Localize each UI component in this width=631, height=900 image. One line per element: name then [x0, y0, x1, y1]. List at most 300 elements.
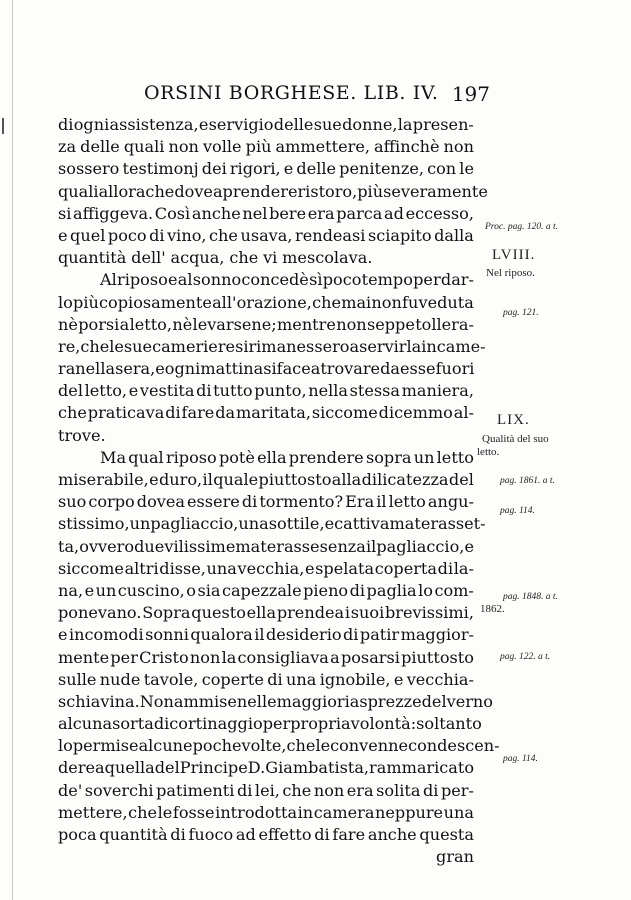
word: o: [186, 580, 196, 600]
word: e: [58, 225, 68, 245]
word: vecchia-: [406, 669, 474, 689]
word: cortinaggio: [169, 714, 263, 734]
word: effetto: [258, 825, 312, 844]
word: mettere,: [58, 802, 128, 822]
word: e: [84, 580, 95, 600]
word: Giambatista,: [265, 758, 370, 778]
word: volle: [202, 137, 242, 157]
text-line: [58, 447, 474, 469]
text-line: [58, 136, 474, 158]
word: da: [380, 359, 400, 379]
word: coperte: [201, 669, 264, 689]
word: incomodi: [68, 625, 144, 645]
word: rendeasi: [295, 225, 366, 245]
word: sulle: [58, 669, 97, 689]
word: dar-: [440, 270, 474, 290]
word: cuscino,: [117, 580, 185, 600]
text-line: [58, 247, 474, 269]
word: Così: [154, 203, 191, 223]
word: poca: [58, 825, 97, 844]
catchword: gran: [436, 847, 474, 867]
word: affinchè: [374, 137, 440, 157]
word: Ma: [100, 447, 127, 467]
word: a: [330, 647, 340, 667]
word: servigio: [208, 115, 274, 134]
word: la: [397, 115, 413, 134]
word: di: [165, 403, 181, 423]
word: delle: [296, 159, 337, 179]
word: vecchia,: [237, 558, 305, 578]
word: pieno: [303, 580, 349, 600]
section-label: Qualità del suo: [482, 433, 549, 445]
word: che: [80, 336, 110, 356]
word: del: [421, 691, 447, 711]
word: ella: [257, 447, 287, 467]
section-label: Nel riposo.: [486, 267, 535, 279]
word: ta,: [58, 536, 80, 556]
word: eccesso,: [405, 203, 474, 223]
word: nè: [58, 314, 78, 334]
text-line: [58, 203, 474, 225]
word: era: [307, 203, 335, 223]
word: vi: [263, 248, 278, 268]
word: ammise: [173, 691, 237, 711]
margin-ref: pag. 122. a t.: [500, 652, 551, 662]
word: verno: [446, 691, 493, 711]
word: sottile,: [268, 514, 325, 534]
text-line: [58, 469, 474, 491]
word: non: [443, 137, 474, 157]
word: volte,: [241, 736, 287, 756]
word: maggior-: [400, 625, 474, 645]
word: sonno: [192, 270, 242, 290]
word: e: [464, 536, 474, 556]
margin-ref: pag. 114.: [503, 754, 538, 764]
word: volontà:: [350, 714, 417, 734]
word: delle: [80, 137, 120, 157]
word: fosse: [172, 802, 215, 822]
word: maritata,: [236, 403, 311, 423]
word: pagliaccio,: [150, 514, 239, 534]
text-line: [58, 802, 474, 824]
word: trove.: [58, 425, 106, 445]
word: il: [365, 536, 377, 556]
word: e: [149, 470, 159, 489]
word: na,: [58, 580, 84, 600]
word: le: [157, 802, 173, 822]
word: di: [241, 492, 258, 512]
word: com-: [434, 580, 474, 600]
word: all': [212, 292, 237, 312]
text-line: [58, 580, 474, 602]
word: trovare: [320, 359, 381, 379]
word: lo: [418, 580, 433, 600]
margin-ref: Proc. pag. 120. a t.: [485, 222, 559, 232]
word: letto,: [129, 314, 172, 334]
word: un: [413, 447, 435, 467]
word: vilissime: [164, 536, 236, 556]
word: praticava: [87, 403, 165, 423]
word: più: [245, 137, 272, 157]
word: patir: [359, 625, 400, 645]
text-line: [58, 269, 474, 291]
word: una: [238, 514, 269, 534]
word: Era: [345, 492, 375, 512]
word: testimonj: [122, 159, 199, 179]
word: mentre: [277, 314, 336, 334]
word: solita: [376, 780, 421, 800]
word: delle: [273, 115, 314, 134]
word: tutto: [213, 381, 253, 401]
word: una: [206, 558, 237, 578]
word: brevissimi,: [385, 603, 474, 623]
word: materasset-: [389, 514, 486, 534]
word: in: [297, 802, 314, 822]
word: capezzale: [221, 580, 302, 600]
word: ad: [235, 825, 256, 844]
word: quali: [123, 137, 165, 157]
word: nella: [308, 381, 348, 401]
word: non: [189, 647, 221, 667]
word: propria: [290, 714, 351, 734]
word: questa: [419, 825, 474, 844]
word: quella: [104, 758, 155, 778]
word: che: [286, 736, 316, 756]
word: ignobile,: [319, 669, 391, 689]
word: che: [58, 403, 87, 423]
word: ponevano.: [58, 603, 142, 623]
word: presen-: [412, 115, 474, 134]
word: neppure: [375, 802, 444, 822]
word: di: [342, 625, 359, 645]
word: re,: [58, 336, 81, 356]
word: asprezze: [349, 691, 422, 711]
word: al: [177, 270, 193, 290]
word: lo: [58, 292, 73, 312]
word: suoi: [350, 603, 385, 623]
word: dovea: [136, 492, 185, 512]
word: si: [263, 359, 277, 379]
word: de': [58, 780, 83, 800]
word: za: [58, 137, 77, 157]
running-title: ORSINI BORGHESE. LIB. IV.: [144, 82, 439, 104]
text-line: [58, 713, 482, 735]
word: di: [149, 225, 165, 245]
word: il: [254, 625, 265, 645]
word: sciapito: [367, 225, 432, 245]
margin-ref: pag. 1861. a t.: [500, 476, 555, 486]
word: e: [283, 159, 294, 179]
word: e: [128, 381, 139, 401]
margin-ref: pag. 121.: [503, 308, 539, 318]
word: Sopra: [142, 603, 191, 623]
word: a: [119, 314, 130, 334]
word: si: [58, 203, 72, 223]
word: alcuna: [58, 714, 113, 734]
word: assistenza,: [109, 115, 199, 134]
word: cameriere: [152, 336, 236, 356]
word: da: [215, 403, 236, 423]
word: di: [170, 825, 186, 844]
running-header: [130, 82, 490, 108]
word: angu-: [427, 492, 474, 512]
word: che: [282, 780, 312, 800]
word: mescolava.: [282, 248, 373, 268]
word: un: [95, 580, 117, 600]
word: nella: [75, 359, 116, 379]
word: schiavina.: [58, 691, 140, 711]
text-line: [58, 292, 474, 314]
word: sossero: [58, 159, 120, 179]
word: senza: [319, 536, 366, 556]
word: dell': [131, 248, 166, 268]
word: non: [313, 780, 345, 800]
word: al-: [453, 403, 474, 423]
word: di: [267, 669, 283, 689]
word: affiggeva.: [73, 203, 154, 223]
text-line: [58, 158, 474, 180]
word: porsi: [78, 314, 120, 334]
word: che: [229, 248, 259, 268]
word: le: [459, 159, 474, 179]
text-line: [58, 491, 474, 513]
word: quali: [58, 181, 99, 201]
word: fuori: [435, 359, 475, 379]
word: di: [153, 714, 170, 734]
word: sue: [123, 336, 153, 356]
text-line: [58, 780, 474, 802]
word: questo: [191, 603, 246, 623]
word: rimanessero: [248, 336, 350, 356]
word: e: [155, 359, 165, 379]
word: più: [357, 181, 384, 201]
word: posarsi: [340, 647, 400, 667]
word: non: [371, 292, 402, 312]
word: e: [324, 514, 335, 534]
page-number: 197: [451, 82, 490, 106]
word: Cristo: [139, 647, 189, 667]
text-line: [58, 669, 474, 691]
margin-ref: pag. 1848. a t.: [503, 592, 558, 602]
text-line: [58, 624, 474, 646]
word: si: [235, 336, 249, 356]
word: dilicatezza: [361, 470, 449, 489]
word: concedè: [241, 270, 309, 290]
word: mattina: [200, 359, 264, 379]
word: soverchi: [84, 780, 154, 800]
word: seppe: [366, 314, 415, 334]
word: camera: [313, 802, 375, 822]
word: più: [73, 292, 99, 312]
word: e: [393, 669, 404, 689]
section-number: LVIII.: [492, 247, 536, 263]
word: dovea: [174, 181, 223, 201]
word: parca: [336, 203, 383, 223]
word: rammaricato: [369, 758, 475, 778]
word: sue: [313, 115, 342, 134]
word: di: [437, 558, 454, 578]
word: Principe: [179, 758, 248, 778]
word: a: [349, 336, 360, 356]
word: consigliava: [237, 647, 329, 667]
word: quantità: [58, 248, 127, 268]
word: pagliaccio,: [376, 536, 465, 556]
word: del: [154, 758, 180, 778]
word: dicemmo: [378, 403, 453, 423]
text-line: [58, 824, 474, 846]
word: non: [336, 314, 367, 334]
word: e: [198, 115, 209, 134]
word: miserabile,: [58, 470, 149, 489]
word: e: [305, 558, 315, 578]
word: qual: [128, 447, 164, 467]
word: sonni: [145, 625, 189, 645]
word: per: [110, 647, 138, 667]
word: penitenze,: [339, 159, 424, 179]
word: quale: [213, 470, 259, 489]
word: disse,: [159, 558, 206, 578]
word: tavole,: [143, 669, 199, 689]
paragraph-1: [58, 114, 488, 269]
word: stessa: [349, 381, 401, 401]
word: poche: [192, 736, 242, 756]
word: riposo: [165, 447, 217, 467]
word: era: [346, 780, 374, 800]
text-line: [58, 380, 474, 402]
word: dere: [58, 758, 96, 778]
word: sera,: [115, 359, 156, 379]
word: D.: [247, 758, 266, 778]
word: fare: [181, 403, 215, 423]
text-line: [58, 181, 488, 203]
word: che: [128, 802, 158, 822]
catchword-line: [58, 846, 474, 868]
word: che: [312, 292, 341, 312]
word: acqua,: [170, 248, 225, 268]
word: non: [168, 137, 199, 157]
word: nè: [172, 314, 193, 334]
word: le: [315, 736, 331, 756]
word: letto: [388, 492, 426, 512]
word: vestita: [139, 381, 195, 401]
word: soltanto: [416, 714, 482, 734]
word: ristoro,: [297, 181, 358, 201]
word: ogni: [73, 115, 110, 134]
word: di: [58, 115, 74, 134]
word: potè: [218, 447, 255, 467]
word: un: [129, 514, 151, 534]
word: condescen-: [408, 736, 500, 756]
word: siccome: [58, 558, 124, 578]
word: orazione,: [236, 292, 312, 312]
text-line: [58, 558, 474, 580]
word: nel: [242, 203, 268, 223]
word: poco: [107, 225, 147, 245]
word: usava,: [240, 225, 293, 245]
text-line: [58, 536, 474, 558]
section-number: LIX.: [497, 412, 530, 428]
margin-year: 1862.: [480, 603, 505, 615]
word: poco: [322, 270, 362, 290]
word: riposo: [117, 270, 168, 290]
word: del: [58, 381, 83, 401]
word: sorta: [112, 714, 154, 734]
text-line: [58, 647, 474, 669]
word: maniera,: [401, 381, 474, 401]
word: esse: [399, 359, 436, 379]
margin-mark: [2, 118, 4, 134]
text-line: [58, 114, 474, 136]
word: lei,: [254, 780, 280, 800]
word: la: [221, 647, 237, 667]
word: di: [196, 381, 212, 401]
word: il: [376, 492, 387, 512]
word: qualora: [190, 625, 253, 645]
word: dei: [201, 159, 227, 179]
word: veduta: [418, 292, 474, 312]
word: punto,: [254, 381, 307, 401]
word: letto: [436, 447, 474, 467]
word: duro,: [159, 470, 203, 489]
text-line: [58, 425, 474, 447]
word: allorache: [98, 181, 175, 201]
word: per-: [440, 780, 474, 800]
word: desiderio: [265, 625, 342, 645]
word: anche: [191, 203, 241, 223]
word: bere: [269, 203, 307, 223]
word: Al: [100, 270, 117, 290]
word: patimenti: [156, 780, 235, 800]
paragraph-2: [58, 269, 486, 447]
word: ra: [58, 359, 76, 379]
word: severamente: [383, 181, 488, 201]
binding-edge: [12, 0, 13, 900]
word: essere: [187, 492, 240, 512]
word: donne,: [342, 115, 398, 134]
text-line: [58, 602, 474, 624]
word: di: [422, 780, 439, 800]
word: levarsene;: [192, 314, 277, 334]
word: di: [349, 580, 366, 600]
text-line: [58, 757, 474, 779]
word: dalla: [434, 225, 474, 245]
word: una: [443, 802, 474, 822]
word: came-: [436, 336, 486, 356]
word: fare: [332, 825, 366, 844]
word: che: [209, 225, 238, 245]
word: prendea: [276, 603, 345, 623]
word: suo: [58, 492, 87, 512]
word: per: [262, 714, 291, 734]
word: tempo: [361, 270, 413, 290]
word: letto,: [84, 381, 128, 401]
word: per: [413, 270, 441, 290]
word: quel: [70, 225, 106, 245]
word: anche: [367, 825, 417, 844]
margin-ref: pag. 114.: [500, 506, 535, 516]
word: paglia: [366, 580, 417, 600]
word: con: [427, 159, 457, 179]
word: altri: [124, 558, 159, 578]
word: ogni: [164, 359, 201, 379]
word: la-: [453, 558, 474, 578]
word: ammettere,: [275, 137, 370, 157]
word: convenne: [330, 736, 409, 756]
word: rigori,: [229, 159, 281, 179]
word: materasse: [235, 536, 320, 556]
word: tormento?: [259, 492, 344, 512]
word: corpo: [88, 492, 135, 512]
